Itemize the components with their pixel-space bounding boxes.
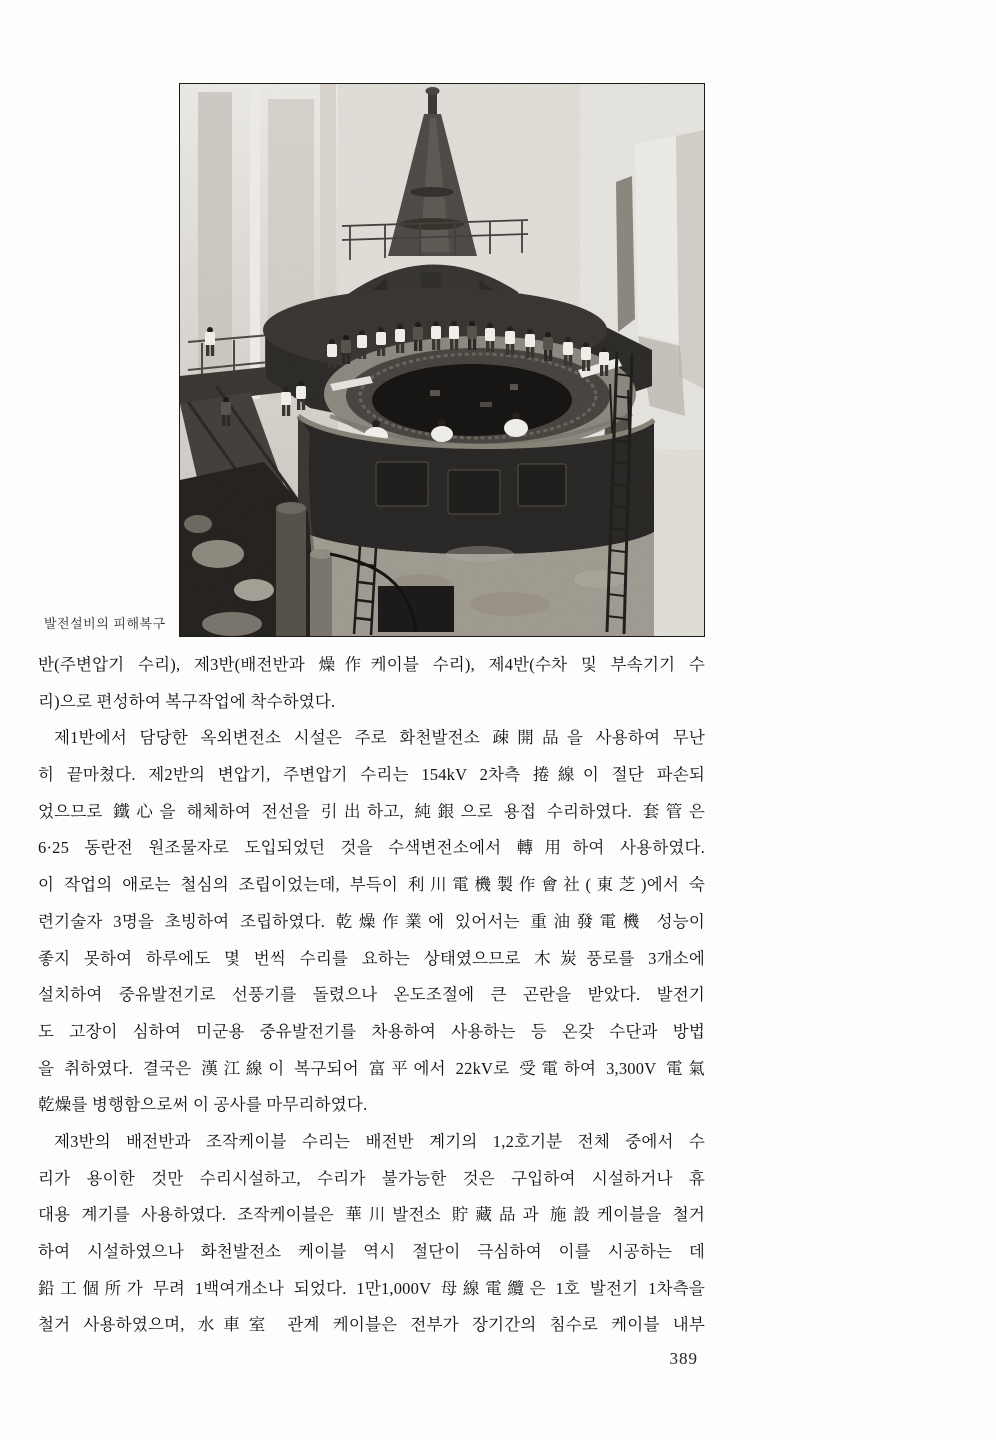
photo-caption: 발전설비의 피해복구 (44, 616, 166, 631)
text-line: 리가 용이한 것만 수리시설하고, 수리가 불가능한 것은 구입하여 시설하거나 휴 (38, 1168, 705, 1188)
text-line: 제3반의 배전반과 조작케이블 수리는 배전반 계기의 1,2호기분 전체 중에서 수 (54, 1131, 705, 1151)
body-text (38, 647, 705, 1344)
text-line: 반(주변압기 수리), 제3반(배전반과 燥作케이블 수리), 제4반(수차 및 부속기기 수 (38, 655, 705, 674)
photo-illustration (180, 84, 704, 636)
text-line: 乾燥를 병행함으로써 이 공사를 마무리하였다. (38, 1095, 368, 1115)
text-line: 련기술자 3명을 초빙하여 조립하였다. 乾燥作業에 있어서는 重油發電機 성능이 (38, 911, 705, 931)
text-line: 리)으로 편성하여 복구작업에 착수하였다. (38, 691, 336, 711)
text-line: 설치하여 중유발전기로 선풍기를 돌렸으나 온도조절에 큰 곤란을 받았다. 발전기 (38, 985, 705, 1005)
text-line: 었으므로 鐵心을 해체하여 전선을 引出하고, 純銀으로 용접 수리하였다. 套管은 (38, 801, 705, 821)
text-line: 을 취하였다. 결국은 漢江線이 복구되어 富平에서 22kV로 受電하여 3,300V 電氣 (38, 1058, 705, 1078)
page-number: 389 (669, 1349, 698, 1368)
text-line: 좋지 못하여 하루에도 몇 번씩 수리를 요하는 상태였으므로 木炭풍로를 3개소에 (38, 948, 705, 968)
text-line: 제1반에서 담당한 옥외변전소 시설은 주로 화천발전소 疎開品을 사용하여 무난 (54, 728, 705, 748)
text-line: 하여 시설하였으나 화천발전소 케이블 역시 절단이 극심하여 이를 시공하는 데 (38, 1242, 705, 1261)
text-line: 철거 사용하였으며, 水車室 관계 케이블은 전부가 장기간의 침수로 케이블 내부 (38, 1315, 705, 1335)
text-line: 이 작업의 애로는 철심의 조립이었는데, 부득이 利川電機製作會社(東芝)에서 숙 (38, 875, 705, 895)
text-line: 대용 계기를 사용하였다. 조작케이블은 華川발전소 貯藏品과 施設케이블을 철거 (38, 1205, 705, 1225)
text-line: 도 고장이 심하여 미군용 중유발전기를 차용하여 사용하는 등 온갖 수단과 방법 (38, 1021, 705, 1041)
text-line: 6·25 동란전 원조물자로 도입되었던 것을 수색변전소에서 轉用하여 사용하였다. (38, 838, 705, 858)
photo-generator-repair (179, 83, 705, 637)
text-line: 히 끝마쳤다. 제2반의 변압기, 주변압기 수리는 154kV 2차측 捲線이 절단 파손되 (38, 765, 705, 785)
text-line: 鉛工個所가 무려 1백여개소나 되었다. 1만1,000V 母線電纜은 1호 발전기 1차측을 (38, 1278, 705, 1298)
